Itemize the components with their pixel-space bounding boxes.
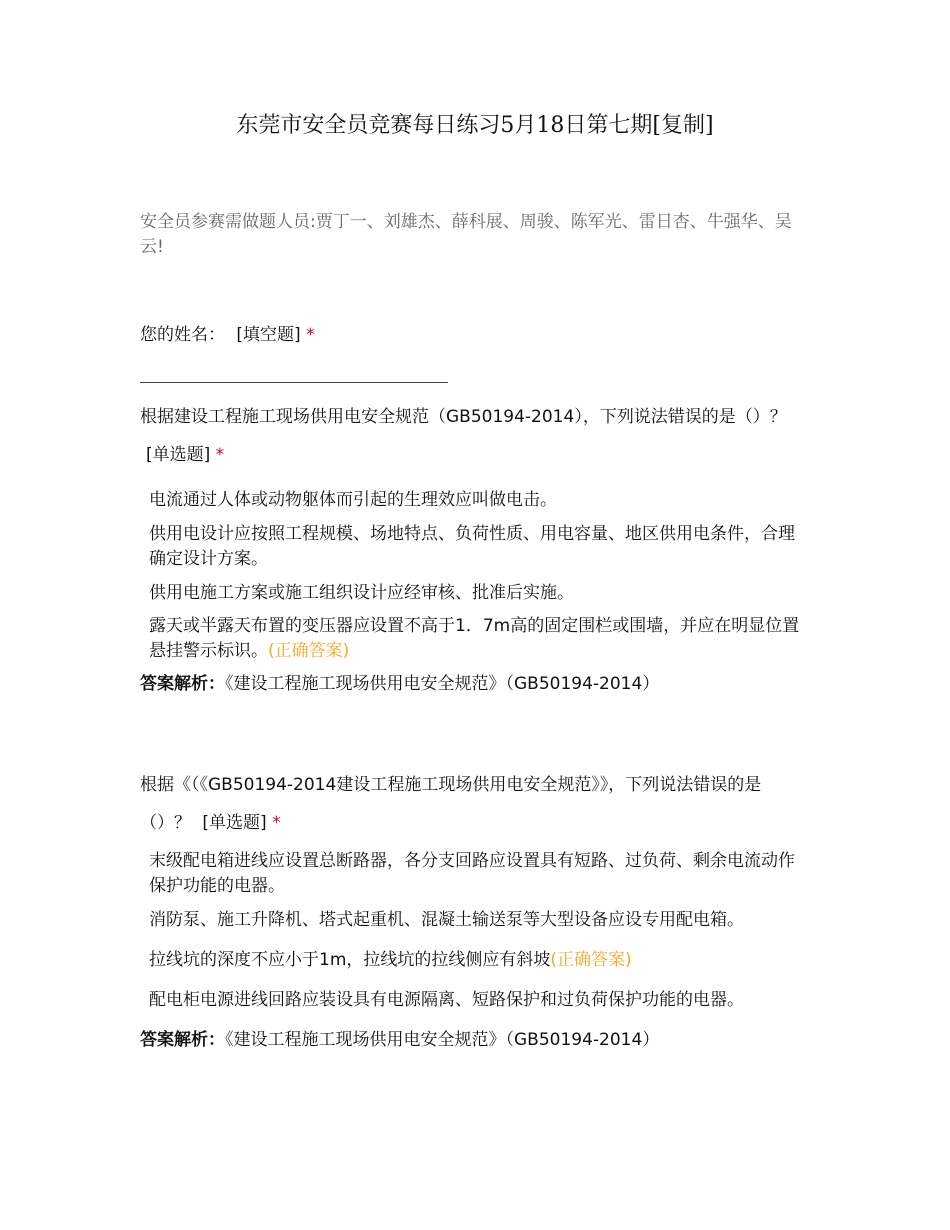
option-text: 供用电施工方案或施工组织设计应经审核、批准后实施。 (149, 583, 574, 603)
option-text: 供用电设计应按照工程规模、场地特点、负荷性质、用电容量、地区供用电条件，合理确定设计方案。 (149, 524, 795, 569)
name-question-type: [填空题] (236, 325, 301, 345)
correct-answer-tag: (正确答案) (268, 641, 350, 661)
question-1-option-d[interactable] (149, 614, 809, 664)
question-2-option-c[interactable] (149, 948, 809, 973)
analysis-text: 《建设工程施工现场供用电安全规范》（GB50194-2014） (225, 1030, 660, 1050)
option-text: 拉线坑的深度不应小于1m，拉线坑的拉线侧应有斜坡 (149, 950, 551, 970)
option-text: 露天或半露天布置的变压器应设置不高于1．7m高的固定围栏或围墙，并应在明显位置悬挂警示标识。 (149, 616, 800, 661)
correct-answer-tag: (正确答案) (550, 950, 632, 970)
question-2-analysis (140, 1028, 659, 1053)
analysis-text: 《建设工程施工现场供用电安全规范》（GB50194-2014） (225, 674, 660, 694)
option-text: 配电柜电源进线回路应装设具有电源隔离、短路保护和过负荷保护功能的电器。 (149, 990, 744, 1010)
analysis-label: 答案解析： (140, 674, 225, 694)
option-text: 末级配电箱进线应设置总断路器，各分支回路应设置具有短路、过负荷、剩余电流动作保护功能的电器。 (149, 851, 795, 896)
question-2-option-d[interactable] (149, 988, 809, 1013)
name-question-label: 您的姓名： (140, 325, 225, 345)
question-2-type: [单选题] (202, 813, 267, 833)
name-question (140, 323, 315, 348)
question-2-required-mark: * (272, 813, 281, 833)
required-mark: * (306, 325, 315, 345)
question-1-option-b[interactable] (149, 522, 809, 572)
option-text: 电流通过人体或动物躯体而引起的生理效应叫做电击。 (149, 490, 557, 510)
question-2-option-b[interactable] (149, 908, 809, 933)
question-1-text-wrap (140, 398, 805, 474)
question-1-type: [单选题] (146, 445, 211, 465)
question-2-option-a[interactable] (149, 849, 809, 899)
name-input-line[interactable] (140, 382, 448, 383)
question-1-option-c[interactable] (149, 581, 809, 606)
participants-intro: 安全员参赛需做题人员:贾丁一、刘雄杰、薛科展、周骏、陈军光、雷日杏、牛强华、吴云! (140, 212, 792, 257)
question-1-analysis (140, 672, 659, 697)
analysis-label: 答案解析： (140, 1030, 225, 1050)
option-text: 消防泵、施工升降机、塔式起重机、混凝土输送泵等大型设备应设专用配电箱。 (149, 910, 744, 930)
question-1-text: 根据建设工程施工现场供用电安全规范（GB50194-2014），下列说法错误的是（）？ (140, 407, 787, 427)
question-1-required-mark: * (215, 445, 225, 465)
question-1-option-a[interactable] (149, 488, 809, 513)
question-2-text-wrap (140, 766, 805, 842)
question-2-text: 根据《（《GB50194-2014建设工程施工现场供用电安全规范》》，下列说法错误的是（）？ (140, 775, 762, 833)
page-title: 东莞市安全员竞赛每日练习5月18日第七期[复制] (236, 113, 714, 138)
